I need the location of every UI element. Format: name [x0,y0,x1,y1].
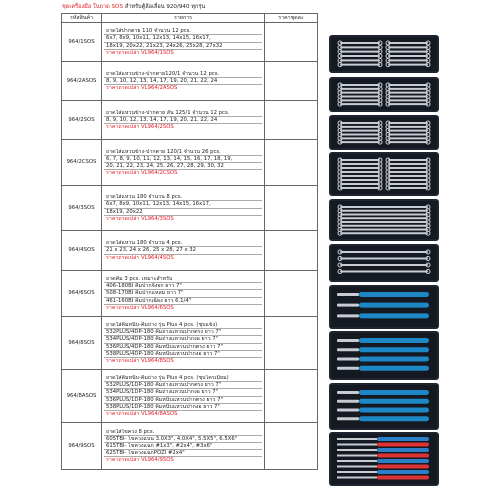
table-row [62,370,318,423]
product-code: 964/8ASOS [62,370,102,423]
empty-tray-price-line: ราคาถาดเปล่า VL964/9SOS [106,457,174,464]
table-header-row [62,14,318,23]
page-title [62,3,205,11]
description-line: 406-180BI คีมปากจิ้งจก ยาว 7" [104,283,262,290]
header-price: ราคาชุดละ [265,14,318,23]
description-line: 20, 21, 22, 23, 24, 25, 26, 27, 28, 29, 30, 32 [104,163,262,170]
empty-tray-price-line: ราคาถาดเปล่า VL964/1SOS [106,49,174,56]
combination-wrenches-26-tray-image [329,152,439,196]
description-line: ถาดใส่คีมหนีบ-คีมถ่าง รุ่น Plus 4 pcs. (ชุบโครเมี่ยม) [104,375,262,382]
screwdrivers-tray-image [329,432,439,486]
table-row [62,62,318,101]
title-prefix: ชุดเครื่องมือ ในถาด SOS [62,4,124,10]
description-line: 18x19, 20x22 [104,209,262,216]
table-row [62,140,318,186]
description-line: 625TBI- ไขควงแฉกPOZI #2x4" [104,450,262,457]
table-row [62,231,318,271]
price-cell [265,370,318,423]
product-code: 964/6SOS [62,271,102,317]
header-item: รายการ [102,14,265,23]
description-line: ถาดใส่คีมหนีบ-คีมถ่าง รุ่น Plus 4 pcs. (ชุบแข็ง) [104,322,262,329]
header-code: รหัสสินค้า [62,14,102,23]
description-line: ถาดใส่แหวน 180 จำนวน 8 pcs. [104,194,262,201]
description-line: 615TBI- ไขควงแฉก #1x3", #2x4", #3x6" [104,443,262,450]
price-cell [265,140,318,186]
table-row [62,186,318,231]
empty-tray-price-line: ราคาถาดเปล่า VL964/3SOS [106,215,174,222]
description-line: 534PLUS/4DP-180 คีมถ่างแหวนปากงอ ยาว 7" [104,336,262,343]
product-description [102,271,265,317]
price-cell [265,62,318,101]
table-row [62,271,318,317]
product-code: 964/1SOS [62,23,102,62]
description-line: 6x7, 8x9, 10x11, 12x13, 14x15, 16x17, [104,35,262,42]
product-code: 964/9SOS [62,423,102,470]
tray-photos-column [329,0,439,500]
product-description [102,423,265,470]
product-description [102,231,265,271]
description-line: 538PLUS/4DP-180 คีมหนีบแหวนปากงอ ยาว 7" [104,351,262,358]
description-line: ถาดใส่แหวนข้าง-ปากตาย 120/1 จำนวน 26 pcs. [104,149,262,156]
chrome-circlip-pliers-tray-image [329,383,439,430]
description-line: 18x19, 20x22, 21x23, 24x26, 25x28, 27x32 [104,43,262,50]
empty-tray-price-line: ราคาถาดเปล่า VL964/8ASOS [106,410,178,417]
empty-tray-price-line: ราคาถาดเปล่า VL964/2ASOS [106,85,178,92]
description-line: ถาดใส่แหวน 180 จำนวน 4 pcs. [104,240,262,247]
pliers-tray-image [329,285,439,329]
description-line: 534PLUS/1DP-180 คีมถ่างแหวนปากงอ ยาว 7" [104,389,262,396]
product-description [102,186,265,231]
price-cell [265,231,318,271]
product-code: 964/3SOS [62,186,102,231]
description-line: 532PLUS/1DP-180 คีมถ่างแหวนปากตรง ยาว 7" [104,382,262,389]
product-description [102,140,265,186]
description-line: 6, 7, 8, 9, 10, 11, 12, 13, 14, 15, 16, 17, 18, 19, [104,156,262,163]
empty-tray-price-line: ราคาถาดเปล่า VL964/4SOS [106,254,174,261]
price-cell [265,186,318,231]
open-end-wrenches-tray-image [329,35,439,73]
title-suffix: สำหรับตู้ล้อเลื่อน 920/940 ทุกรุ่น [124,4,206,10]
product-description [102,101,265,140]
description-line: 6x7, 8x9, 10x11, 12x13, 14x15, 16x17, [104,201,262,208]
product-description [102,23,265,62]
product-code: 964/2CSOS [62,140,102,186]
description-line: 8, 9, 10, 12, 13, 14, 17, 19, 20, 21, 22, 24 [104,117,262,124]
product-table [61,13,318,470]
empty-tray-price-line: ราคาถาดเปล่า VL964/2SOS [106,124,174,131]
price-cell [265,23,318,62]
description-line: ถาดใส่แหวนข้าง-ปากตาย สั้น 125/1 จำนวน 12 pcs. [104,110,262,117]
product-description [102,62,265,101]
description-line: 605TBI- ไขควงแบน 3.0X3", 4.0X4", 5.5X5", 6.5X6" [104,436,262,443]
circlip-pliers-tray-image [329,331,439,380]
price-cell [265,271,318,317]
price-cell [265,101,318,140]
empty-tray-price-line: ราคาถาดเปล่า VL964/6SOS [106,304,174,311]
table-row [62,101,318,140]
product-code: 964/8SOS [62,317,102,370]
combination-wrenches-tray-image [329,77,439,112]
description-line: ถาดใส่ปากตาย 110 จำนวน 12 pcs. [104,28,262,35]
empty-tray-price-line: ราคาถาดเปล่า VL964/8SOS [106,357,174,364]
description-line: 8, 9, 10, 12, 13, 14, 17, 19, 20, 21, 22, 24 [104,78,262,85]
short-combination-wrenches-tray-image [329,115,439,150]
description-line: 461-160BI คีมปากเฉียง ยาว 6.1/4" [104,298,262,305]
description-line: 538PLUS/1DP-180 คีมหนีบแหวนปากงอ ยาว 7" [104,404,262,411]
description-line: ถาดใส่ไขควง 8 pcs. [104,429,262,436]
description-line: 532PLUS/4DP-180 คีมถ่างแหวนปากตรง ยาว 7" [104,329,262,336]
large-ring-wrenches-tray-image [329,244,439,282]
product-code: 964/4SOS [62,231,102,271]
product-code: 964/2SOS [62,101,102,140]
table-row [62,423,318,470]
ring-wrenches-tray-image [329,199,439,241]
product-description [102,370,265,423]
empty-tray-price-line: ราคาถาดเปล่า VL964/2CSOS [106,170,178,177]
product-description [102,317,265,370]
description-line: ถาดคีม 3 pcs. เหมาะสำหรับ [104,276,262,283]
price-cell [265,317,318,370]
price-cell [265,423,318,470]
table-row [62,317,318,370]
description-line: 21 x 23, 24 x 26, 25 x 28, 27 x 32 [104,247,262,254]
table-row [62,23,318,62]
product-code: 964/2ASOS [62,62,102,101]
description-line: 536PLUS/1DP-180 คีมหนีบแหวนปากตรง ยาว 7" [104,397,262,404]
description-line: 508-170BI คีมปากแหลม ยาว 7" [104,290,262,297]
description-line: ถาดใส่แหวนข้าง-ปากตาย120/1 จำนวน 12 pcs. [104,71,262,78]
description-line: 536PLUS/4DP-180 คีมหนีบแหวนปากตรง ยาว 7" [104,344,262,351]
